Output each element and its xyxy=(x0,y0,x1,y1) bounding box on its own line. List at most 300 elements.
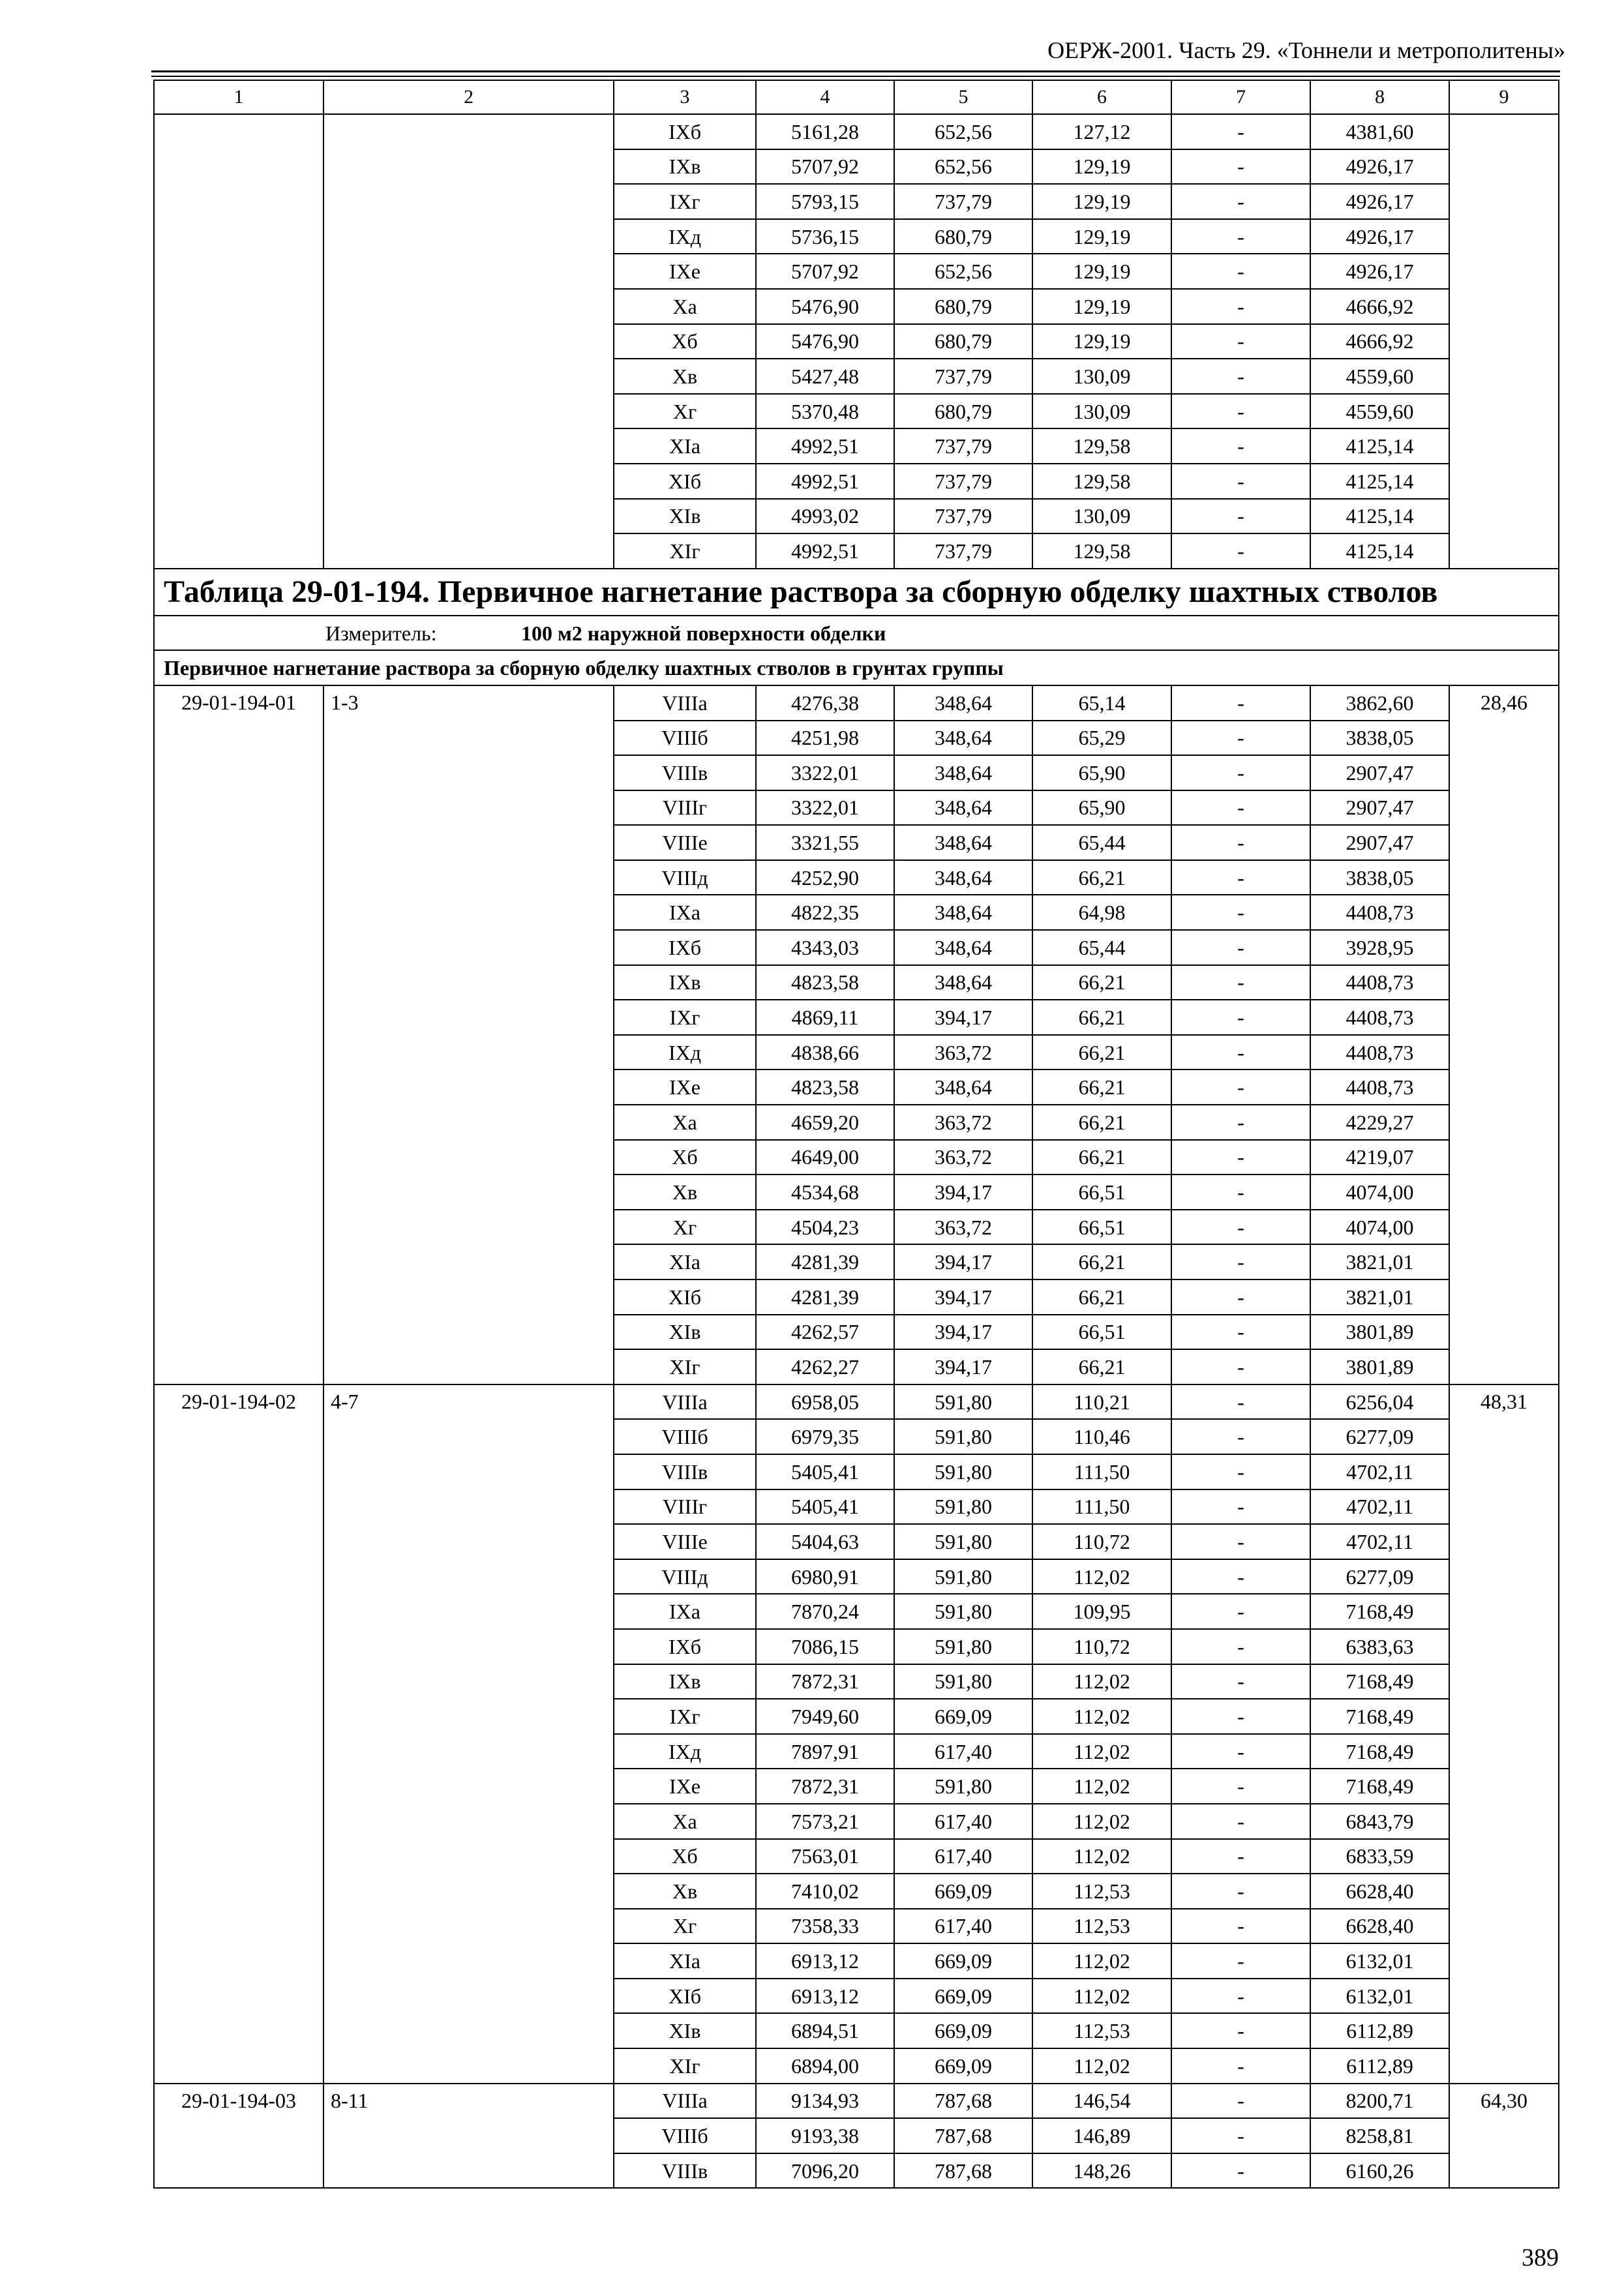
cost-class: Xв xyxy=(614,1174,756,1210)
labor-cost: 348,64 xyxy=(894,825,1032,860)
direct-cost: 4252,90 xyxy=(756,860,894,895)
direct-cost: 6913,12 xyxy=(756,1943,894,1979)
direct-cost: 5427,48 xyxy=(756,359,894,394)
driver-pay: - xyxy=(1171,114,1310,149)
machine-cost: 112,02 xyxy=(1032,2048,1171,2084)
direct-cost: 5370,48 xyxy=(756,394,894,429)
driver-pay: - xyxy=(1171,1594,1310,1629)
direct-cost: 5404,63 xyxy=(756,1524,894,1559)
material-cost: 4926,17 xyxy=(1310,219,1449,254)
labor-cost: 394,17 xyxy=(894,1349,1032,1384)
labor-cost: 737,79 xyxy=(894,359,1032,394)
driver-pay: - xyxy=(1171,1315,1310,1350)
machine-cost: 66,21 xyxy=(1032,860,1171,895)
labor-cost: 737,79 xyxy=(894,464,1032,499)
labor-total: 64,30 xyxy=(1449,2084,1559,2189)
material-cost: 4381,60 xyxy=(1310,114,1449,149)
labor-cost: 363,72 xyxy=(894,1140,1032,1175)
driver-pay: - xyxy=(1171,1279,1310,1315)
labor-cost: 394,17 xyxy=(894,1000,1032,1035)
machine-cost: 112,02 xyxy=(1032,1804,1171,1839)
column-number: 7 xyxy=(1171,80,1310,114)
cost-class: XIб xyxy=(614,464,756,499)
rate-code: 29-01-194-02 xyxy=(154,1384,323,2084)
cost-class: Xа xyxy=(614,289,756,324)
driver-pay: - xyxy=(1171,1769,1310,1804)
driver-pay: - xyxy=(1171,1000,1310,1035)
labor-cost: 591,80 xyxy=(894,1629,1032,1664)
machine-cost: 64,98 xyxy=(1032,895,1171,930)
labor-cost: 348,64 xyxy=(894,790,1032,826)
cost-class: Xг xyxy=(614,1210,756,1245)
material-cost: 6277,09 xyxy=(1310,1419,1449,1454)
direct-cost: 4869,11 xyxy=(756,1000,894,1035)
machine-cost: 129,19 xyxy=(1032,289,1171,324)
material-cost: 6112,89 xyxy=(1310,2013,1449,2048)
material-cost: 2907,47 xyxy=(1310,755,1449,790)
labor-cost: 591,80 xyxy=(894,1664,1032,1699)
driver-pay: - xyxy=(1171,721,1310,756)
material-cost: 6833,59 xyxy=(1310,1839,1449,1874)
driver-pay: - xyxy=(1171,184,1310,219)
material-cost: 4926,17 xyxy=(1310,184,1449,219)
material-cost: 4219,07 xyxy=(1310,1140,1449,1175)
direct-cost: 7872,31 xyxy=(756,1664,894,1699)
meter-cell xyxy=(154,616,1559,651)
material-cost: 4666,92 xyxy=(1310,324,1449,359)
labor-cost: 591,80 xyxy=(894,1559,1032,1594)
material-cost: 4926,17 xyxy=(1310,149,1449,185)
cost-class: IXв xyxy=(614,149,756,185)
direct-cost: 5707,92 xyxy=(756,254,894,289)
machine-cost: 66,21 xyxy=(1032,1105,1171,1140)
cost-class: Xб xyxy=(614,1839,756,1874)
material-cost: 8200,71 xyxy=(1310,2084,1449,2119)
labor-cost: 737,79 xyxy=(894,428,1032,464)
direct-cost: 4838,66 xyxy=(756,1035,894,1070)
cost-class: IXд xyxy=(614,219,756,254)
driver-pay: - xyxy=(1171,1524,1310,1559)
direct-cost: 4822,35 xyxy=(756,895,894,930)
driver-pay: - xyxy=(1171,790,1310,826)
cost-class: VIIIб xyxy=(614,721,756,756)
cost-class: VIIIг xyxy=(614,1489,756,1525)
total-cell-empty xyxy=(1449,114,1559,569)
cost-class: XIв xyxy=(614,2013,756,2048)
direct-cost: 5476,90 xyxy=(756,324,894,359)
direct-cost: 6958,05 xyxy=(756,1384,894,1420)
driver-pay: - xyxy=(1171,1804,1310,1839)
material-cost: 6628,40 xyxy=(1310,1874,1449,1909)
machine-cost: 112,02 xyxy=(1032,1559,1171,1594)
material-cost: 6277,09 xyxy=(1310,1559,1449,1594)
machine-cost: 66,21 xyxy=(1032,1140,1171,1175)
labor-cost: 787,68 xyxy=(894,2084,1032,2119)
direct-cost: 4281,39 xyxy=(756,1244,894,1279)
material-cost: 3862,60 xyxy=(1310,685,1449,721)
cost-class: VIIIа xyxy=(614,1384,756,1420)
cost-class: Xг xyxy=(614,394,756,429)
group-title: Первичное нагнетание раствора за сборную обделку шахтных стволов в грунтах группы xyxy=(154,650,1559,685)
driver-pay: - xyxy=(1171,1943,1310,1979)
cost-class: IXг xyxy=(614,184,756,219)
material-cost: 7168,49 xyxy=(1310,1664,1449,1699)
material-cost: 7168,49 xyxy=(1310,1769,1449,1804)
direct-cost: 7897,91 xyxy=(756,1734,894,1769)
direct-cost: 7870,24 xyxy=(756,1594,894,1629)
machine-cost: 129,19 xyxy=(1032,219,1171,254)
cost-class: IXе xyxy=(614,1769,756,1804)
labor-cost: 680,79 xyxy=(894,289,1032,324)
driver-pay: - xyxy=(1171,1070,1310,1105)
direct-cost: 7563,01 xyxy=(756,1839,894,1874)
material-cost: 4125,14 xyxy=(1310,533,1449,569)
cost-class: VIIIе xyxy=(614,825,756,860)
cost-class: XIв xyxy=(614,1315,756,1350)
cost-class: VIIIд xyxy=(614,860,756,895)
labor-cost: 680,79 xyxy=(894,324,1032,359)
material-cost: 4702,11 xyxy=(1310,1489,1449,1525)
machine-cost: 66,21 xyxy=(1032,1349,1171,1384)
material-cost: 6383,63 xyxy=(1310,1629,1449,1664)
material-cost: 6256,04 xyxy=(1310,1384,1449,1420)
machine-cost: 66,51 xyxy=(1032,1210,1171,1245)
direct-cost: 3322,01 xyxy=(756,755,894,790)
driver-pay: - xyxy=(1171,1454,1310,1489)
column-number: 6 xyxy=(1032,80,1171,114)
labor-cost: 348,64 xyxy=(894,860,1032,895)
cost-class: XIг xyxy=(614,533,756,569)
direct-cost: 5405,41 xyxy=(756,1489,894,1525)
machine-cost: 129,58 xyxy=(1032,533,1171,569)
material-cost: 3821,01 xyxy=(1310,1244,1449,1279)
column-number: 1 xyxy=(154,80,323,114)
group-title-row xyxy=(154,650,1559,685)
cost-class: IXг xyxy=(614,1000,756,1035)
labor-cost: 669,09 xyxy=(894,1874,1032,1909)
direct-cost: 4343,03 xyxy=(756,930,894,965)
table-row xyxy=(154,685,1559,721)
machine-cost: 112,53 xyxy=(1032,1874,1171,1909)
direct-cost: 4992,51 xyxy=(756,464,894,499)
cost-class: XIб xyxy=(614,1979,756,2014)
driver-pay: - xyxy=(1171,1140,1310,1175)
column-number: 4 xyxy=(756,80,894,114)
machine-cost: 146,89 xyxy=(1032,2118,1171,2153)
machine-cost: 130,09 xyxy=(1032,359,1171,394)
machine-cost: 129,58 xyxy=(1032,428,1171,464)
driver-pay: - xyxy=(1171,2013,1310,2048)
meter-label: Измеритель: xyxy=(325,621,437,645)
material-cost: 4408,73 xyxy=(1310,965,1449,1000)
labor-cost: 652,56 xyxy=(894,114,1032,149)
column-number: 3 xyxy=(614,80,756,114)
machine-cost: 109,95 xyxy=(1032,1594,1171,1629)
material-cost: 4125,14 xyxy=(1310,428,1449,464)
labor-cost: 669,09 xyxy=(894,1979,1032,2014)
cost-class: IXв xyxy=(614,1664,756,1699)
machine-cost: 65,44 xyxy=(1032,825,1171,860)
machine-cost: 110,21 xyxy=(1032,1384,1171,1420)
direct-cost: 3322,01 xyxy=(756,790,894,826)
material-cost: 6628,40 xyxy=(1310,1909,1449,1944)
cost-class: IXб xyxy=(614,1629,756,1664)
material-cost: 3838,05 xyxy=(1310,721,1449,756)
material-cost: 4559,60 xyxy=(1310,394,1449,429)
machine-cost: 112,02 xyxy=(1032,1839,1171,1874)
machine-cost: 110,72 xyxy=(1032,1629,1171,1664)
direct-cost: 6980,91 xyxy=(756,1559,894,1594)
driver-pay: - xyxy=(1171,359,1310,394)
cost-class: IXд xyxy=(614,1035,756,1070)
machine-cost: 111,50 xyxy=(1032,1489,1171,1525)
material-cost: 3838,05 xyxy=(1310,860,1449,895)
material-cost: 4229,27 xyxy=(1310,1105,1449,1140)
driver-pay: - xyxy=(1171,1035,1310,1070)
machine-cost: 130,09 xyxy=(1032,394,1171,429)
direct-cost: 6979,35 xyxy=(756,1419,894,1454)
machine-cost: 66,21 xyxy=(1032,1000,1171,1035)
driver-pay: - xyxy=(1171,149,1310,185)
machine-cost: 112,02 xyxy=(1032,1734,1171,1769)
cost-class: Xв xyxy=(614,1874,756,1909)
driver-pay: - xyxy=(1171,2084,1310,2119)
labor-cost: 348,64 xyxy=(894,755,1032,790)
driver-pay: - xyxy=(1171,1384,1310,1420)
table-caption: Таблица 29-01-194. Первичное нагнетание раствора за сборную обделку шахтных стволов xyxy=(154,569,1559,616)
labor-cost: 737,79 xyxy=(894,533,1032,569)
driver-pay: - xyxy=(1171,930,1310,965)
material-cost: 6160,26 xyxy=(1310,2153,1449,2189)
labor-cost: 617,40 xyxy=(894,1734,1032,1769)
cost-class: XIг xyxy=(614,2048,756,2084)
driver-pay: - xyxy=(1171,289,1310,324)
direct-cost: 4649,00 xyxy=(756,1140,894,1175)
rates-table xyxy=(153,80,1559,2189)
cost-class: IXб xyxy=(614,930,756,965)
labor-cost: 591,80 xyxy=(894,1594,1032,1629)
material-cost: 3821,01 xyxy=(1310,1279,1449,1315)
material-cost: 6112,89 xyxy=(1310,2048,1449,2084)
driver-pay: - xyxy=(1171,1349,1310,1384)
driver-pay: - xyxy=(1171,825,1310,860)
cost-class: VIIIа xyxy=(614,685,756,721)
driver-pay: - xyxy=(1171,219,1310,254)
driver-pay: - xyxy=(1171,1979,1310,2014)
machine-cost: 66,51 xyxy=(1032,1174,1171,1210)
cost-class: IXд xyxy=(614,1734,756,1769)
machine-cost: 110,72 xyxy=(1032,1524,1171,1559)
machine-cost: 66,21 xyxy=(1032,1035,1171,1070)
machine-cost: 129,19 xyxy=(1032,149,1171,185)
group-cell-empty xyxy=(323,114,614,569)
machine-cost: 112,02 xyxy=(1032,1664,1171,1699)
material-cost: 2907,47 xyxy=(1310,825,1449,860)
driver-pay: - xyxy=(1171,428,1310,464)
labor-cost: 348,64 xyxy=(894,1070,1032,1105)
direct-cost: 4281,39 xyxy=(756,1279,894,1315)
material-cost: 4926,17 xyxy=(1310,254,1449,289)
driver-pay: - xyxy=(1171,2153,1310,2189)
driver-pay: - xyxy=(1171,499,1310,534)
material-cost: 4702,11 xyxy=(1310,1524,1449,1559)
cost-class: Xа xyxy=(614,1804,756,1839)
material-cost: 4125,14 xyxy=(1310,499,1449,534)
labor-total: 28,46 xyxy=(1449,685,1559,1384)
direct-cost: 4534,68 xyxy=(756,1174,894,1210)
driver-pay: - xyxy=(1171,324,1310,359)
material-cost: 6843,79 xyxy=(1310,1804,1449,1839)
cost-class: Xб xyxy=(614,1140,756,1175)
labor-cost: 394,17 xyxy=(894,1315,1032,1350)
page-number: 389 xyxy=(1522,2244,1559,2271)
machine-cost: 66,21 xyxy=(1032,1279,1171,1315)
machine-cost: 130,09 xyxy=(1032,499,1171,534)
cost-class: VIIIв xyxy=(614,1454,756,1489)
column-number: 9 xyxy=(1449,80,1559,114)
cost-class: IXе xyxy=(614,1070,756,1105)
labor-cost: 669,09 xyxy=(894,2013,1032,2048)
driver-pay: - xyxy=(1171,860,1310,895)
labor-cost: 669,09 xyxy=(894,2048,1032,2084)
cost-class: VIIIв xyxy=(614,2153,756,2189)
driver-pay: - xyxy=(1171,1699,1310,1734)
machine-cost: 112,53 xyxy=(1032,2013,1171,2048)
machine-cost: 112,02 xyxy=(1032,1979,1171,2014)
material-cost: 3801,89 xyxy=(1310,1349,1449,1384)
material-cost: 2907,47 xyxy=(1310,790,1449,826)
header-rule xyxy=(151,70,1560,72)
rate-code: 29-01-194-03 xyxy=(154,2084,323,2189)
direct-cost: 6894,00 xyxy=(756,2048,894,2084)
machine-cost: 129,19 xyxy=(1032,254,1171,289)
direct-cost: 5161,28 xyxy=(756,114,894,149)
driver-pay: - xyxy=(1171,1559,1310,1594)
driver-pay: - xyxy=(1171,1105,1310,1140)
driver-pay: - xyxy=(1171,1210,1310,1245)
labor-cost: 617,40 xyxy=(894,1804,1032,1839)
machine-cost: 66,21 xyxy=(1032,965,1171,1000)
direct-cost: 9193,38 xyxy=(756,2118,894,2153)
machine-cost: 66,21 xyxy=(1032,1244,1171,1279)
labor-cost: 591,80 xyxy=(894,1454,1032,1489)
labor-cost: 591,80 xyxy=(894,1769,1032,1804)
material-cost: 7168,49 xyxy=(1310,1699,1449,1734)
driver-pay: - xyxy=(1171,1489,1310,1525)
direct-cost: 4823,58 xyxy=(756,1070,894,1105)
material-cost: 8258,81 xyxy=(1310,2118,1449,2153)
material-cost: 4125,14 xyxy=(1310,464,1449,499)
labor-cost: 348,64 xyxy=(894,895,1032,930)
material-cost: 7168,49 xyxy=(1310,1734,1449,1769)
cost-class: IXб xyxy=(614,114,756,149)
machine-cost: 112,53 xyxy=(1032,1909,1171,1944)
driver-pay: - xyxy=(1171,755,1310,790)
labor-cost: 787,68 xyxy=(894,2118,1032,2153)
direct-cost: 4251,98 xyxy=(756,721,894,756)
machine-cost: 65,29 xyxy=(1032,721,1171,756)
driver-pay: - xyxy=(1171,1734,1310,1769)
cost-class: IXа xyxy=(614,1594,756,1629)
table-row xyxy=(154,114,1559,149)
labor-cost: 652,56 xyxy=(894,254,1032,289)
labor-cost: 787,68 xyxy=(894,2153,1032,2189)
cost-class: XIб xyxy=(614,1279,756,1315)
header-rule-thin xyxy=(151,76,1560,77)
direct-cost: 7949,60 xyxy=(756,1699,894,1734)
direct-cost: 7573,21 xyxy=(756,1804,894,1839)
labor-cost: 363,72 xyxy=(894,1035,1032,1070)
material-cost: 4408,73 xyxy=(1310,1035,1449,1070)
direct-cost: 9134,93 xyxy=(756,2084,894,2119)
machine-cost: 65,90 xyxy=(1032,755,1171,790)
column-number-row xyxy=(154,80,1559,114)
driver-pay: - xyxy=(1171,1419,1310,1454)
cost-class: XIа xyxy=(614,1244,756,1279)
labor-cost: 737,79 xyxy=(894,499,1032,534)
cost-class: VIIIб xyxy=(614,1419,756,1454)
code-cell-empty xyxy=(154,114,323,569)
direct-cost: 7086,15 xyxy=(756,1629,894,1664)
driver-pay: - xyxy=(1171,2118,1310,2153)
direct-cost: 5707,92 xyxy=(756,149,894,185)
labor-cost: 363,72 xyxy=(894,1105,1032,1140)
cost-class: XIа xyxy=(614,428,756,464)
cost-class: VIIIд xyxy=(614,1559,756,1594)
cost-class: VIIIг xyxy=(614,790,756,826)
driver-pay: - xyxy=(1171,1629,1310,1664)
material-cost: 3928,95 xyxy=(1310,930,1449,965)
cost-class: IXг xyxy=(614,1699,756,1734)
machine-cost: 65,90 xyxy=(1032,790,1171,826)
rate-code: 29-01-194-01 xyxy=(154,685,323,1384)
labor-cost: 617,40 xyxy=(894,1839,1032,1874)
meter-row xyxy=(154,616,1559,651)
material-cost: 4559,60 xyxy=(1310,359,1449,394)
direct-cost: 6913,12 xyxy=(756,1979,894,2014)
direct-cost: 4504,23 xyxy=(756,1210,894,1245)
direct-cost: 4992,51 xyxy=(756,428,894,464)
material-cost: 3801,89 xyxy=(1310,1315,1449,1350)
labor-total: 48,31 xyxy=(1449,1384,1559,2084)
labor-cost: 652,56 xyxy=(894,149,1032,185)
machine-cost: 112,02 xyxy=(1032,1699,1171,1734)
labor-cost: 737,79 xyxy=(894,184,1032,219)
labor-cost: 591,80 xyxy=(894,1489,1032,1525)
driver-pay: - xyxy=(1171,254,1310,289)
cost-class: Xа xyxy=(614,1105,756,1140)
driver-pay: - xyxy=(1171,685,1310,721)
material-cost: 4408,73 xyxy=(1310,895,1449,930)
direct-cost: 5405,41 xyxy=(756,1454,894,1489)
material-cost: 4666,92 xyxy=(1310,289,1449,324)
column-number: 5 xyxy=(894,80,1032,114)
cost-class: XIа xyxy=(614,1943,756,1979)
direct-cost: 4276,38 xyxy=(756,685,894,721)
cost-class: IXв xyxy=(614,965,756,1000)
cost-class: VIIIа xyxy=(614,2084,756,2119)
soil-group: 1-3 xyxy=(323,685,614,1384)
driver-pay: - xyxy=(1171,965,1310,1000)
table-caption-row xyxy=(154,569,1559,616)
labor-cost: 394,17 xyxy=(894,1279,1032,1315)
material-cost: 6132,01 xyxy=(1310,1979,1449,2014)
driver-pay: - xyxy=(1171,1174,1310,1210)
cost-class: VIIIб xyxy=(614,2118,756,2153)
labor-cost: 394,17 xyxy=(894,1244,1032,1279)
labor-cost: 348,64 xyxy=(894,930,1032,965)
machine-cost: 65,14 xyxy=(1032,685,1171,721)
